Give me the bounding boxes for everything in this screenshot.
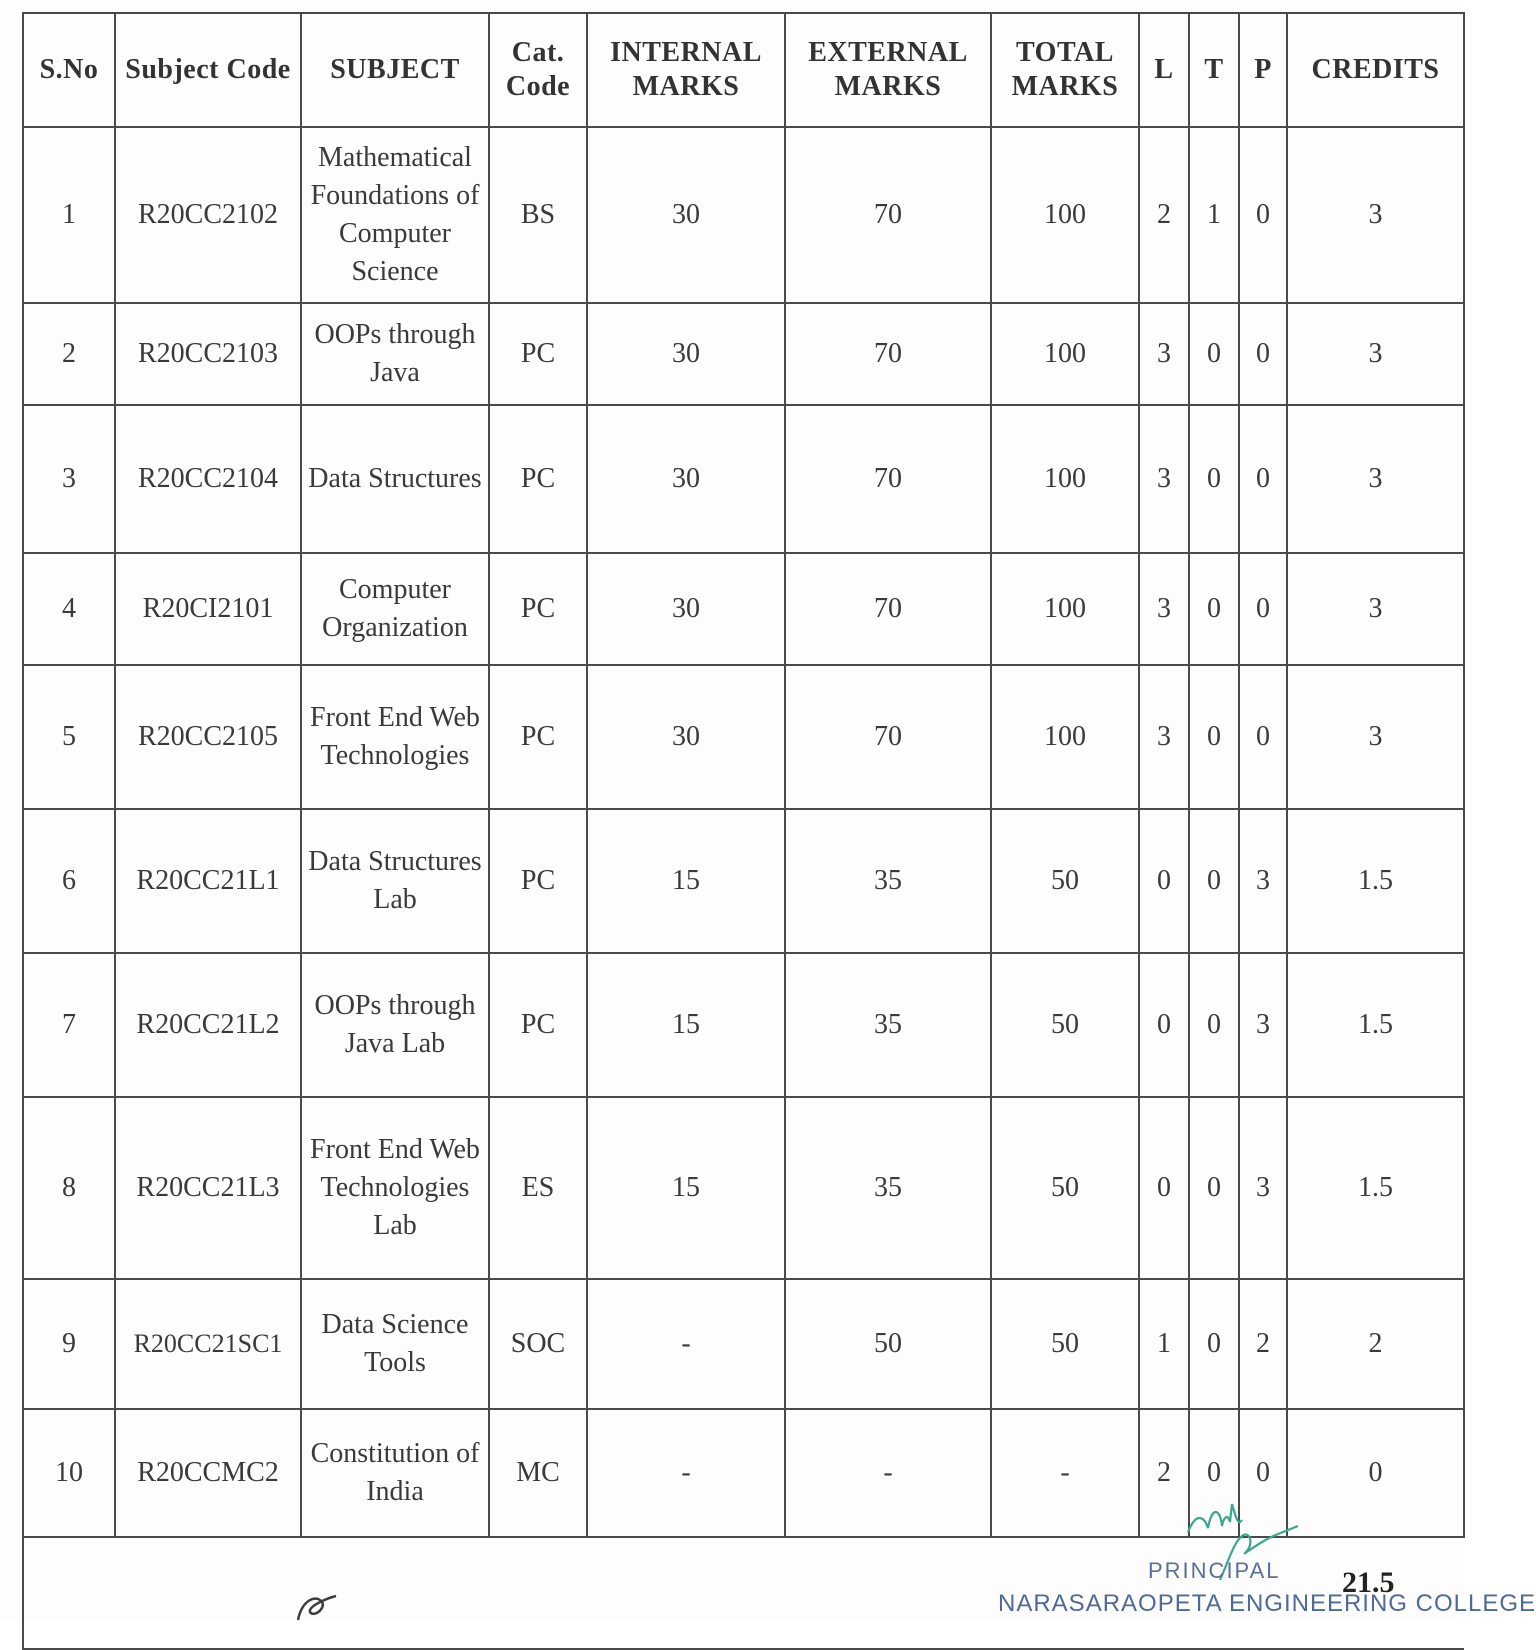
cell-t: 0 <box>1189 553 1239 665</box>
cell-sno: 4 <box>23 553 115 665</box>
cell-credits: 3 <box>1287 665 1464 809</box>
cell-internal: 15 <box>587 1097 785 1279</box>
cell-internal: 30 <box>587 553 785 665</box>
cell-internal: 30 <box>587 303 785 405</box>
cell-t: 0 <box>1189 1097 1239 1279</box>
cell-subject: OOPs through Java Lab <box>301 953 489 1097</box>
college-stamp-label: NARASARAOPETA ENGINEERING COLLEGE <box>998 1590 1536 1617</box>
cell-internal: 15 <box>587 809 785 953</box>
cell-subject-code: R20CC21L1 <box>115 809 301 953</box>
header-internal-marks: INTERNAL MARKS <box>587 13 785 127</box>
table-row <box>23 665 1464 809</box>
cell-internal: - <box>587 1279 785 1409</box>
header-external-marks: EXTERNAL MARKS <box>785 13 991 127</box>
cell-credits: 1.5 <box>1287 809 1464 953</box>
cell-p: 0 <box>1239 553 1287 665</box>
cell-subject-code: R20CC2103 <box>115 303 301 405</box>
cell-sno: 3 <box>23 405 115 553</box>
cell-l: 0 <box>1139 1097 1189 1279</box>
cell-t: 0 <box>1189 1409 1239 1537</box>
header-subject-code: Subject Code <box>115 13 301 127</box>
cell-l: 1 <box>1139 1279 1189 1409</box>
cell-l: 3 <box>1139 553 1189 665</box>
header-cat-code: Cat. Code <box>489 13 587 127</box>
table-row <box>23 809 1464 953</box>
cell-sno: 9 <box>23 1279 115 1409</box>
cell-p: 3 <box>1239 809 1287 953</box>
cell-credits: 3 <box>1287 405 1464 553</box>
cell-p: 2 <box>1239 1279 1287 1409</box>
cell-subject-code: R20CC21L3 <box>115 1097 301 1279</box>
cell-subject: Data Science Tools <box>301 1279 489 1409</box>
cell-cat-code: MC <box>489 1409 587 1537</box>
cell-l: 3 <box>1139 405 1189 553</box>
cell-sno: 10 <box>23 1409 115 1537</box>
cell-l: 0 <box>1139 953 1189 1097</box>
cell-cat-code: PC <box>489 303 587 405</box>
cell-credits: 2 <box>1287 1279 1464 1409</box>
cell-external: 70 <box>785 303 991 405</box>
header-total-marks: TOTAL MARKS <box>991 13 1139 127</box>
cell-subject-code: R20CC2104 <box>115 405 301 553</box>
cell-p: 0 <box>1239 303 1287 405</box>
table-row <box>23 553 1464 665</box>
cell-credits: 3 <box>1287 303 1464 405</box>
cell-t: 0 <box>1189 1279 1239 1409</box>
cell-internal: 30 <box>587 665 785 809</box>
cell-l: 3 <box>1139 665 1189 809</box>
cell-l: 2 <box>1139 1409 1189 1537</box>
header-sno: S.No <box>23 13 115 127</box>
cell-subject: Data Structures <box>301 405 489 553</box>
table-header-row <box>23 13 1464 127</box>
cell-sno: 1 <box>23 127 115 303</box>
cell-sno: 6 <box>23 809 115 953</box>
cell-internal: 30 <box>587 405 785 553</box>
cell-external: 35 <box>785 1097 991 1279</box>
cell-subject: Data Structures Lab <box>301 809 489 953</box>
cell-subject: Constitution of India <box>301 1409 489 1537</box>
cell-credits: 1.5 <box>1287 1097 1464 1279</box>
cell-external: 50 <box>785 1279 991 1409</box>
cell-subject: Computer Organization <box>301 553 489 665</box>
cell-t: 0 <box>1189 665 1239 809</box>
curriculum-table <box>22 12 1465 1650</box>
cell-internal: 30 <box>587 127 785 303</box>
cell-cat-code: PC <box>489 953 587 1097</box>
cell-total: 50 <box>991 1279 1139 1409</box>
table-row <box>23 303 1464 405</box>
cell-sno: 2 <box>23 303 115 405</box>
cell-credits: 1.5 <box>1287 953 1464 1097</box>
cell-cat-code: BS <box>489 127 587 303</box>
cell-internal: 15 <box>587 953 785 1097</box>
cell-total: 100 <box>991 303 1139 405</box>
table-row <box>23 953 1464 1097</box>
cell-p: 0 <box>1239 405 1287 553</box>
cell-p: 0 <box>1239 127 1287 303</box>
cell-subject-code: R20CC2102 <box>115 127 301 303</box>
cell-subject-code: R20CI2101 <box>115 553 301 665</box>
cell-subject-code: R20CCMC2 <box>115 1409 301 1537</box>
cell-cat-code: PC <box>489 405 587 553</box>
cell-total: 50 <box>991 1097 1139 1279</box>
cell-subject: Front End Web Technologies Lab <box>301 1097 489 1279</box>
cell-total: 50 <box>991 953 1139 1097</box>
cell-cat-code: ES <box>489 1097 587 1279</box>
cell-external: 70 <box>785 553 991 665</box>
principal-stamp-label: PRINCIPAL <box>1148 1558 1281 1583</box>
cell-p: 3 <box>1239 953 1287 1097</box>
header-subject: SUBJECT <box>301 13 489 127</box>
cell-subject-code: R20CC21L2 <box>115 953 301 1097</box>
header-credits: CREDITS <box>1287 13 1464 127</box>
cell-external: 35 <box>785 809 991 953</box>
cell-total: 100 <box>991 553 1139 665</box>
cell-sno: 7 <box>23 953 115 1097</box>
cell-total: 100 <box>991 127 1139 303</box>
cell-credits: 3 <box>1287 127 1464 303</box>
table-row <box>23 1097 1464 1279</box>
cell-t: 0 <box>1189 809 1239 953</box>
table-row <box>23 127 1464 303</box>
header-p: P <box>1239 13 1287 127</box>
cell-l: 3 <box>1139 303 1189 405</box>
cell-external: 35 <box>785 953 991 1097</box>
cell-credits: 3 <box>1287 553 1464 665</box>
cell-cat-code: PC <box>489 665 587 809</box>
cell-p: 3 <box>1239 1097 1287 1279</box>
cell-external: - <box>785 1409 991 1537</box>
cell-total: 100 <box>991 405 1139 553</box>
table-row <box>23 1279 1464 1409</box>
cell-sno: 8 <box>23 1097 115 1279</box>
cell-p: 0 <box>1239 1409 1287 1537</box>
header-l: L <box>1139 13 1189 127</box>
cell-credits: 0 <box>1287 1409 1464 1537</box>
cell-total: 100 <box>991 665 1139 809</box>
cell-l: 0 <box>1139 809 1189 953</box>
cell-cat-code: PC <box>489 553 587 665</box>
header-t: T <box>1189 13 1239 127</box>
cell-internal: - <box>587 1409 785 1537</box>
cell-t: 0 <box>1189 303 1239 405</box>
cell-cat-code: SOC <box>489 1279 587 1409</box>
cell-subject: Mathematical Foundations of Computer Science <box>301 127 489 303</box>
cell-subject: Front End Web Technologies <box>301 665 489 809</box>
table-row <box>23 405 1464 553</box>
cell-external: 70 <box>785 127 991 303</box>
cell-external: 70 <box>785 405 991 553</box>
cell-t: 0 <box>1189 953 1239 1097</box>
cell-cat-code: PC <box>489 809 587 953</box>
cell-total: - <box>991 1409 1139 1537</box>
cell-subject-code: R20CC21SC1 <box>115 1279 301 1409</box>
cell-t: 1 <box>1189 127 1239 303</box>
cell-sno: 5 <box>23 665 115 809</box>
cell-external: 70 <box>785 665 991 809</box>
left-signature-icon <box>292 1592 362 1622</box>
cell-subject: OOPs through Java <box>301 303 489 405</box>
cell-subject-code: R20CC2105 <box>115 665 301 809</box>
total-credits: 21.5 <box>1342 1566 1395 1599</box>
cell-total: 50 <box>991 809 1139 953</box>
cell-t: 0 <box>1189 405 1239 553</box>
cell-p: 0 <box>1239 665 1287 809</box>
cell-l: 2 <box>1139 127 1189 303</box>
